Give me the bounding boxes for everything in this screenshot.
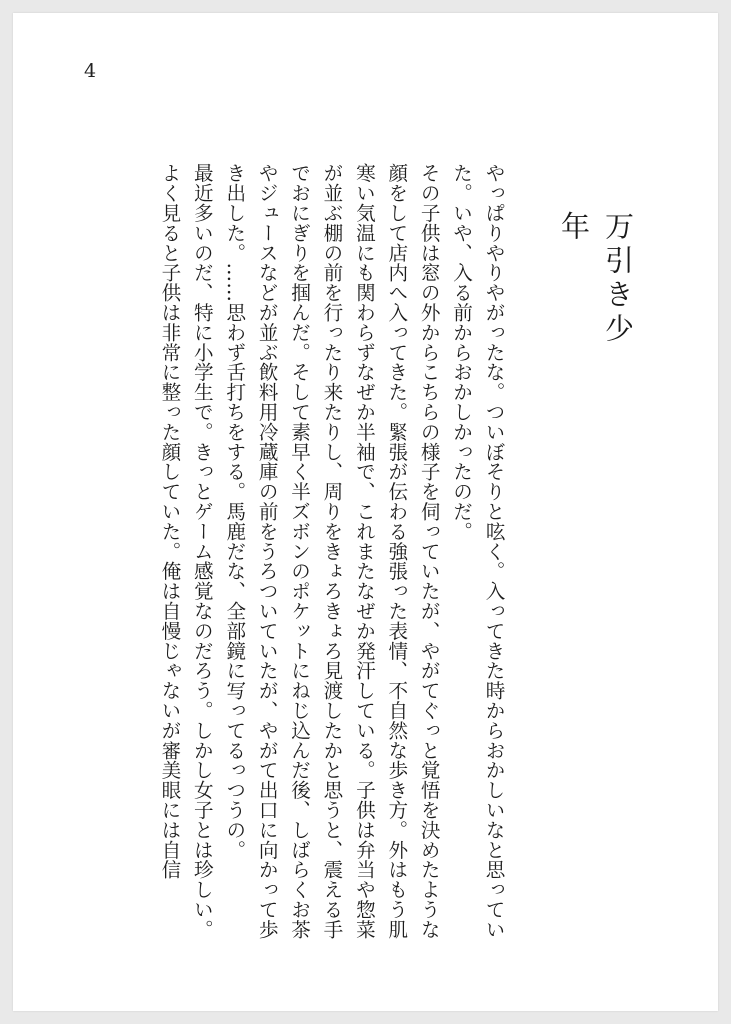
body-text (109, 163, 509, 953)
chapter-title: 万引き少年 (557, 211, 635, 347)
page-number: 4 (84, 60, 97, 82)
paragraph-3: 最近多いのだ、特に小学生で。きっとゲーム感覚なのだろう。しかし女子とは珍しい。よく見ると子供は非常に整った顔していた。俺は自慢じゃないが審美眼には自信 (157, 163, 214, 940)
paragraph-1: やっぱりやりやがったな。ついぼそりと呟く。入ってきた時からおかしいなと思っていた。いや、入る前からおかしかったのだ。 (449, 163, 505, 940)
page (13, 13, 718, 1011)
paragraph-2: その子供は窓の外からこちらの様子を伺っていたが、やがてぐっと覚悟を決めたような顔をして店内へ入ってきた。緊張が伝わる強張った表情、不自然な歩き方。外はもう肌寒い気温にも関わらずなぜか半袖で、これまたなぜか発汗している。子供は弁当や惣菜が並ぶ棚の前を行ったり来たりし、周りをきょろきょろ見渡したかと思うと、震える手でおにぎりを掴んだ。そして素早く半ズボンのポケットにねじ込んだ後、しばらくお茶やジュースなどが並ぶ飲料用冷蔵庫の前をうろついていたが、やがて出口に向かって歩き出した。……思わず舌打ちをする。馬鹿だな、全部鏡に写ってるっつうの。 (222, 163, 441, 940)
